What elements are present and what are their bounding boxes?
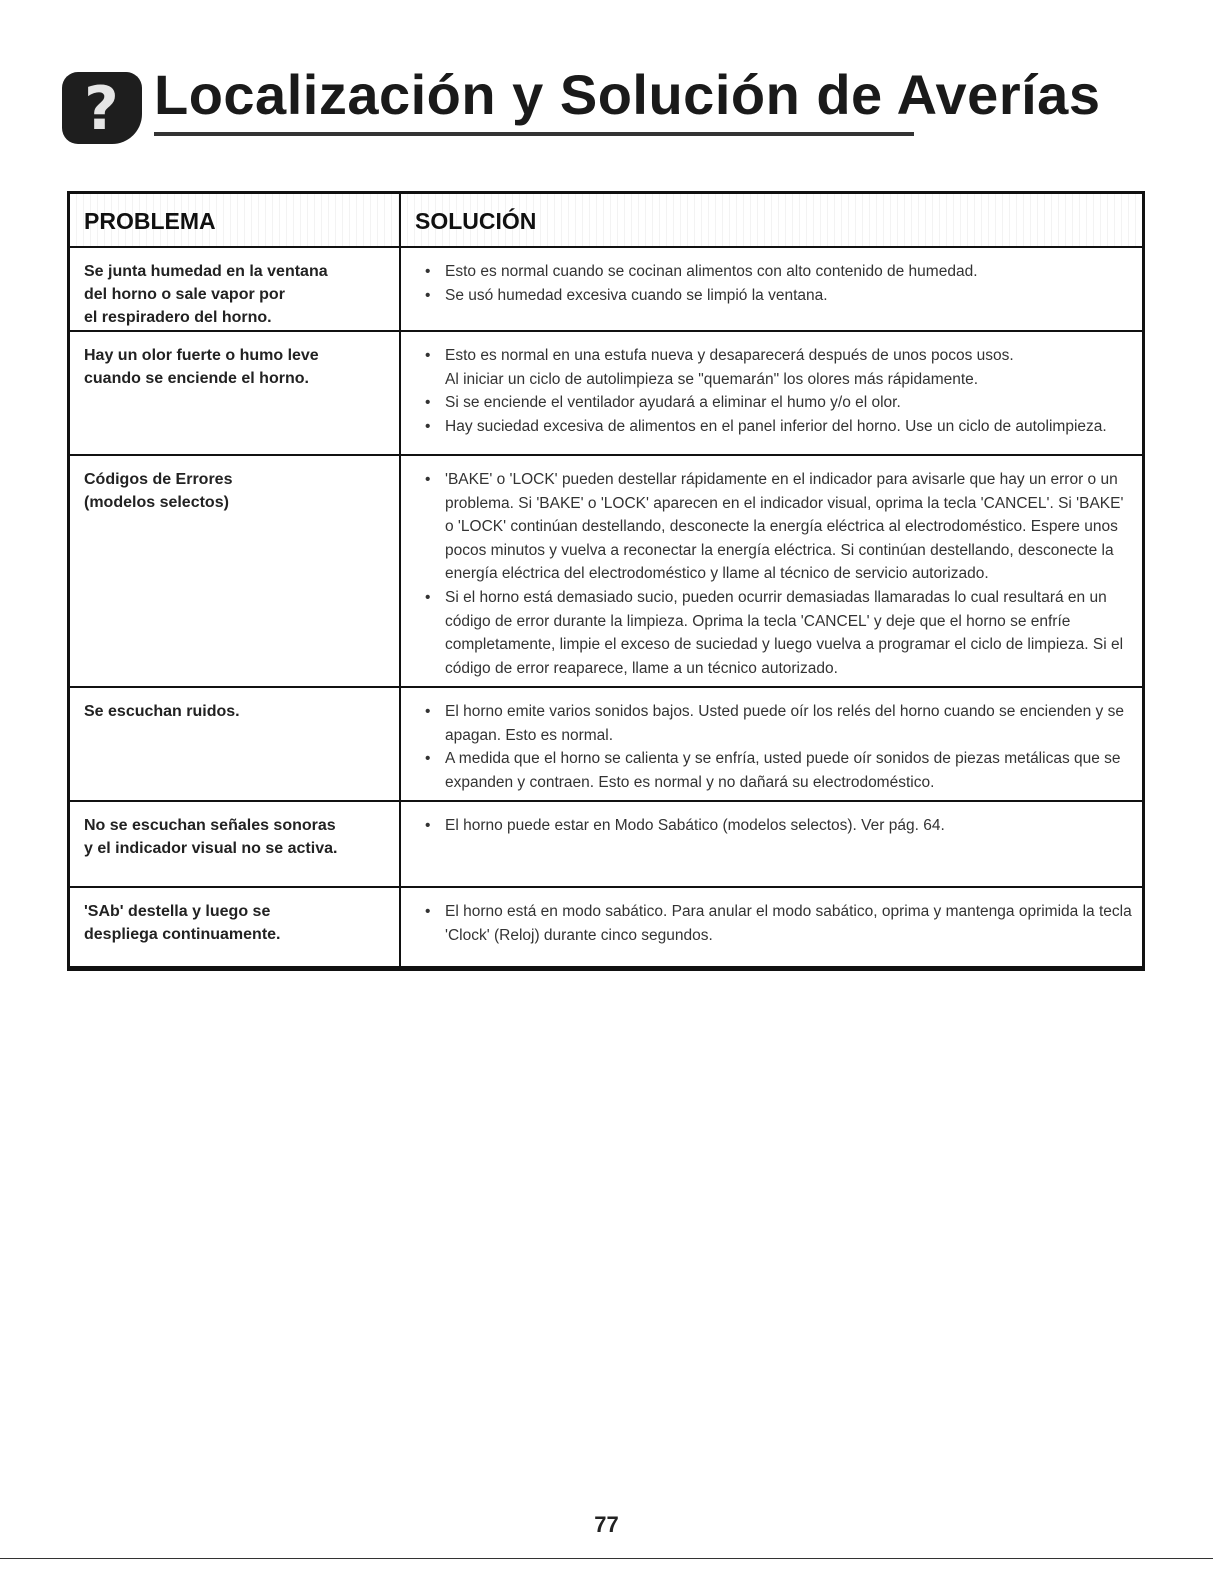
solution-item: • Si el horno está demasiado sucio, pueden ocurrir demasiadas llamaradas lo cual resultará en un código de error durante la limpieza. Oprima la tecla 'CANCEL' y deje que el horno se enfríe completamente, limpie el exceso de suciedad y luego vuelva a programar el ciclo de limpieza. Si el código de error reaparece, llame a un técnico autorizado.	[423, 586, 1132, 680]
table-body	[70, 248, 1142, 966]
table-row	[70, 248, 1142, 332]
solution-list	[423, 260, 1132, 307]
title-underline	[154, 132, 914, 136]
solution-item: • El horno emite varios sonidos bajos. Usted puede oír los relés del horno cuando se encienden y se apagan. Esto es normal.	[423, 700, 1132, 747]
problem-cell	[70, 332, 401, 454]
problem-cell	[70, 248, 401, 330]
problem-text: el respiradero del horno.	[84, 309, 272, 326]
solution-cell	[401, 688, 1142, 800]
problem-text: Códigos de Errores	[84, 471, 233, 488]
solution-item: • 'BAKE' o 'LOCK' pueden destellar rápidamente en el indicador para avisarle que hay un error o un problema. Si 'BAKE' o 'LOCK' aparecen en el indicador visual, oprima la tecla 'CANCEL'. Si 'BAKE' o 'LOCK' continúan destellando, desconecte la energía eléctrica al electrodoméstico. Espere unos pocos minutos y vuelva a reconectar la energía eléctrica. Si continúan destellando, desconecte la energía eléctrica del electrodoméstico y llame al técnico de servicio autorizado.	[423, 468, 1132, 586]
problem-text: cuando se enciende el horno.	[84, 370, 309, 387]
column-header-problem: PROBLEMA	[70, 194, 401, 246]
solution-list	[423, 468, 1132, 680]
problem-cell	[70, 688, 401, 800]
problem-text: Hay un olor fuerte o humo leve	[84, 347, 319, 364]
problem-text: Se junta humedad en la ventana	[84, 263, 328, 280]
problem-text: 'SAb' destella y luego se	[84, 903, 271, 920]
problem-text: Se escuchan ruidos.	[84, 703, 240, 720]
question-mark-icon	[62, 72, 142, 144]
solution-cell	[401, 888, 1142, 966]
solution-item: • Esto es normal cuando se cocinan alimentos con alto contenido de humedad.	[423, 260, 1132, 284]
troubleshooting-table	[67, 191, 1145, 971]
table-row	[70, 688, 1142, 802]
solution-cell	[401, 248, 1142, 330]
problem-cell	[70, 456, 401, 686]
solution-cell	[401, 456, 1142, 686]
problem-text: y el indicador visual no se activa.	[84, 840, 338, 857]
table-header	[70, 194, 1142, 248]
page-number: 77	[594, 1512, 619, 1537]
solution-item: • El horno está en modo sabático. Para anular el modo sabático, oprima y mantenga oprimida la tecla 'Clock' (Reloj) durante cinco segundos.	[423, 900, 1132, 947]
solution-cell	[401, 332, 1142, 454]
column-header-solution: SOLUCIÓN	[401, 194, 1142, 246]
problem-text: despliega continuamente.	[84, 926, 281, 943]
bottom-rule	[0, 1558, 1213, 1559]
solution-item: • Hay suciedad excesiva de alimentos en el panel inferior del horno. Use un ciclo de autolimpieza.	[423, 415, 1132, 439]
table-row	[70, 802, 1142, 888]
question-mark-glyph: ?	[84, 74, 119, 144]
problem-text: del horno o sale vapor por	[84, 286, 285, 303]
table-row	[70, 332, 1142, 456]
problem-text: No se escuchan señales sonoras	[84, 817, 336, 834]
problem-cell	[70, 802, 401, 886]
solution-list	[423, 900, 1132, 947]
solution-item: • Se usó humedad excesiva cuando se limpió la ventana.	[423, 284, 1132, 308]
solution-item: • Si se enciende el ventilador ayudará a eliminar el humo y/o el olor.	[423, 391, 1132, 415]
problem-cell	[70, 888, 401, 966]
problem-text: (modelos selectos)	[84, 494, 229, 511]
solution-item: • Esto es normal en una estufa nueva y desaparecerá después de unos pocos usos.	[423, 344, 1132, 368]
solution-cell	[401, 802, 1142, 886]
table-row	[70, 888, 1142, 966]
solution-item: • El horno puede estar en Modo Sabático (modelos selectos). Ver pág. 64.	[423, 814, 1132, 838]
solution-list	[423, 344, 1132, 438]
table-row	[70, 456, 1142, 688]
solution-item: Al iniciar un ciclo de autolimpieza se "quemarán" los olores más rápidamente.	[445, 370, 979, 388]
page-title: Localización y Solución de Averías	[154, 63, 1101, 126]
solution-item: • A medida que el horno se calienta y se enfría, usted puede oír sonidos de piezas metálicas que se expanden y contraen. Esto es normal y no dañará su electrodoméstico.	[423, 747, 1132, 794]
page-header	[62, 62, 1101, 152]
solution-list	[423, 700, 1132, 794]
solution-list	[423, 814, 1132, 838]
